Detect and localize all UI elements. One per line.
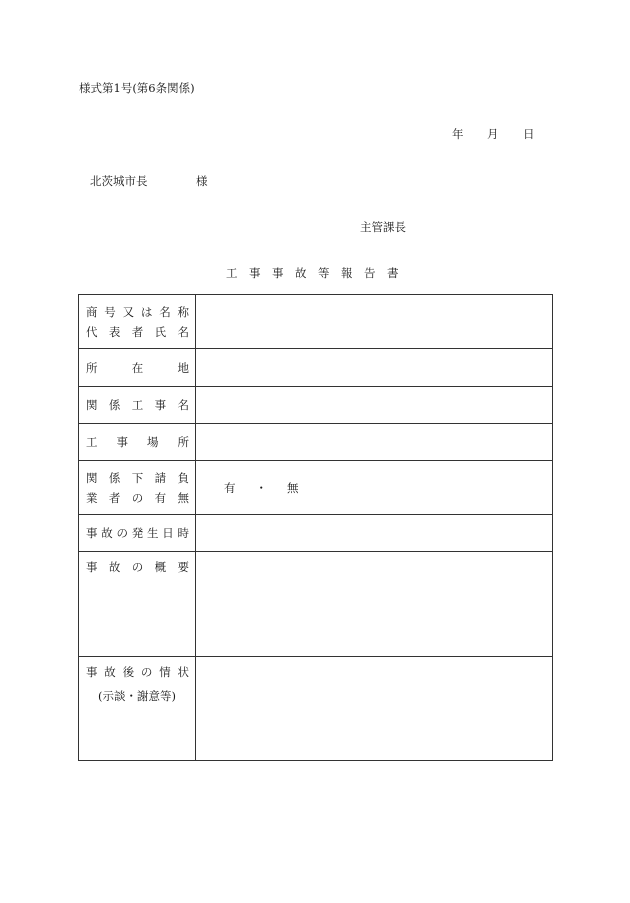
label-char: 事: [116, 435, 128, 449]
label-char: 無: [177, 490, 189, 505]
label-char: 名: [159, 304, 171, 319]
label-cell-datetime: [79, 515, 196, 552]
document-title: 工事事故等報告書: [226, 266, 410, 280]
label-char: 工: [131, 398, 144, 412]
label-cell-company: [79, 295, 196, 349]
table-row: [79, 515, 553, 552]
label-char: 商: [86, 304, 98, 319]
value-cell-datetime[interactable]: [196, 515, 553, 552]
sender: 主管課長: [360, 220, 406, 234]
label-line: [79, 322, 195, 342]
label-cell-project-name: [79, 387, 196, 424]
label-char: 称: [177, 304, 189, 319]
label-char: 係: [108, 470, 121, 485]
label-char: 地: [177, 360, 189, 375]
label-char: 関: [86, 398, 98, 412]
table-row: [79, 295, 553, 349]
label-char: 負: [177, 470, 189, 485]
label-cell-site: [79, 424, 196, 461]
label-line: [79, 395, 195, 415]
label-cell-subcontractor: [79, 461, 196, 515]
label-char: 状: [177, 665, 189, 679]
label-char: 事: [86, 665, 98, 679]
option-yes[interactable]: 有: [224, 480, 236, 495]
subcontractor-options: [196, 480, 552, 496]
label-char: 故: [101, 526, 113, 540]
label-line: [79, 302, 195, 322]
label-char: 係: [108, 398, 121, 412]
value-cell-aftermath[interactable]: [196, 657, 553, 761]
label-char: 在: [131, 360, 144, 375]
label-line: [79, 468, 195, 488]
label-char: 日: [162, 526, 174, 540]
label-line: [79, 523, 195, 543]
label-char: 故: [104, 665, 116, 679]
label-char: 者: [131, 324, 144, 339]
label-char: 有: [154, 490, 167, 505]
table-row: [79, 424, 553, 461]
table-row: [79, 552, 553, 657]
option-separator: ・: [255, 480, 267, 495]
label-char: 発: [131, 526, 144, 540]
label-char: 時: [177, 526, 189, 540]
label-char: の: [116, 526, 128, 540]
value-cell-site[interactable]: [196, 424, 553, 461]
label-char: 工: [86, 435, 98, 449]
label-char: 後: [122, 665, 135, 679]
label-line: [79, 557, 195, 577]
form-number: 様式第1号(第6条関係): [79, 81, 195, 95]
label-char: 号: [104, 304, 116, 319]
label-char: 故: [108, 560, 121, 574]
value-cell-summary[interactable]: [196, 552, 553, 657]
label-char: 所: [86, 360, 98, 375]
label-char: 代: [86, 324, 98, 339]
table-row: [79, 657, 553, 761]
label-sub: (示談・謝意等): [98, 689, 176, 703]
option-no[interactable]: 無: [287, 480, 299, 495]
value-cell-subcontractor[interactable]: [196, 461, 553, 515]
label-char: 表: [108, 324, 121, 339]
label-char: 要: [177, 560, 189, 574]
label-char: 氏: [154, 324, 167, 339]
label-char: の: [131, 560, 144, 574]
table-row: [79, 387, 553, 424]
table-row: [79, 349, 553, 387]
value-cell-address[interactable]: [196, 349, 553, 387]
label-char: 概: [154, 560, 167, 574]
label-char: は: [140, 304, 153, 319]
label-char: 生: [147, 526, 159, 540]
label-char: 事: [154, 398, 167, 412]
honorific: 様: [196, 174, 208, 188]
label-line: [79, 662, 195, 682]
label-char: 名: [177, 398, 189, 412]
label-char: 者: [108, 490, 121, 505]
label-cell-address: [79, 349, 196, 387]
label-cell-aftermath: [79, 657, 196, 761]
label-char: の: [131, 490, 144, 505]
label-char: 請: [154, 470, 167, 485]
label-line: [79, 358, 195, 378]
label-line: [79, 432, 195, 452]
addressee: 北茨城市長: [90, 174, 148, 188]
label-char: 業: [86, 490, 98, 505]
table-row: [79, 461, 553, 515]
label-char: 事: [86, 526, 98, 540]
label-cell-summary: [79, 552, 196, 657]
label-char: 所: [177, 435, 189, 449]
label-char: 情: [159, 665, 171, 679]
label-char: 場: [147, 435, 159, 449]
label-char: の: [140, 665, 153, 679]
date-year-label: 年: [452, 127, 464, 141]
value-cell-project-name[interactable]: [196, 387, 553, 424]
report-table: [78, 294, 553, 761]
date-month-label: 月: [487, 127, 499, 141]
label-char: 名: [177, 324, 189, 339]
label-char: 事: [86, 560, 98, 574]
label-char: 又: [122, 304, 135, 319]
value-cell-company[interactable]: [196, 295, 553, 349]
label-line: [79, 488, 195, 508]
date-day-label: 日: [523, 127, 535, 141]
label-char: 下: [131, 470, 144, 485]
label-char: 関: [86, 470, 98, 485]
